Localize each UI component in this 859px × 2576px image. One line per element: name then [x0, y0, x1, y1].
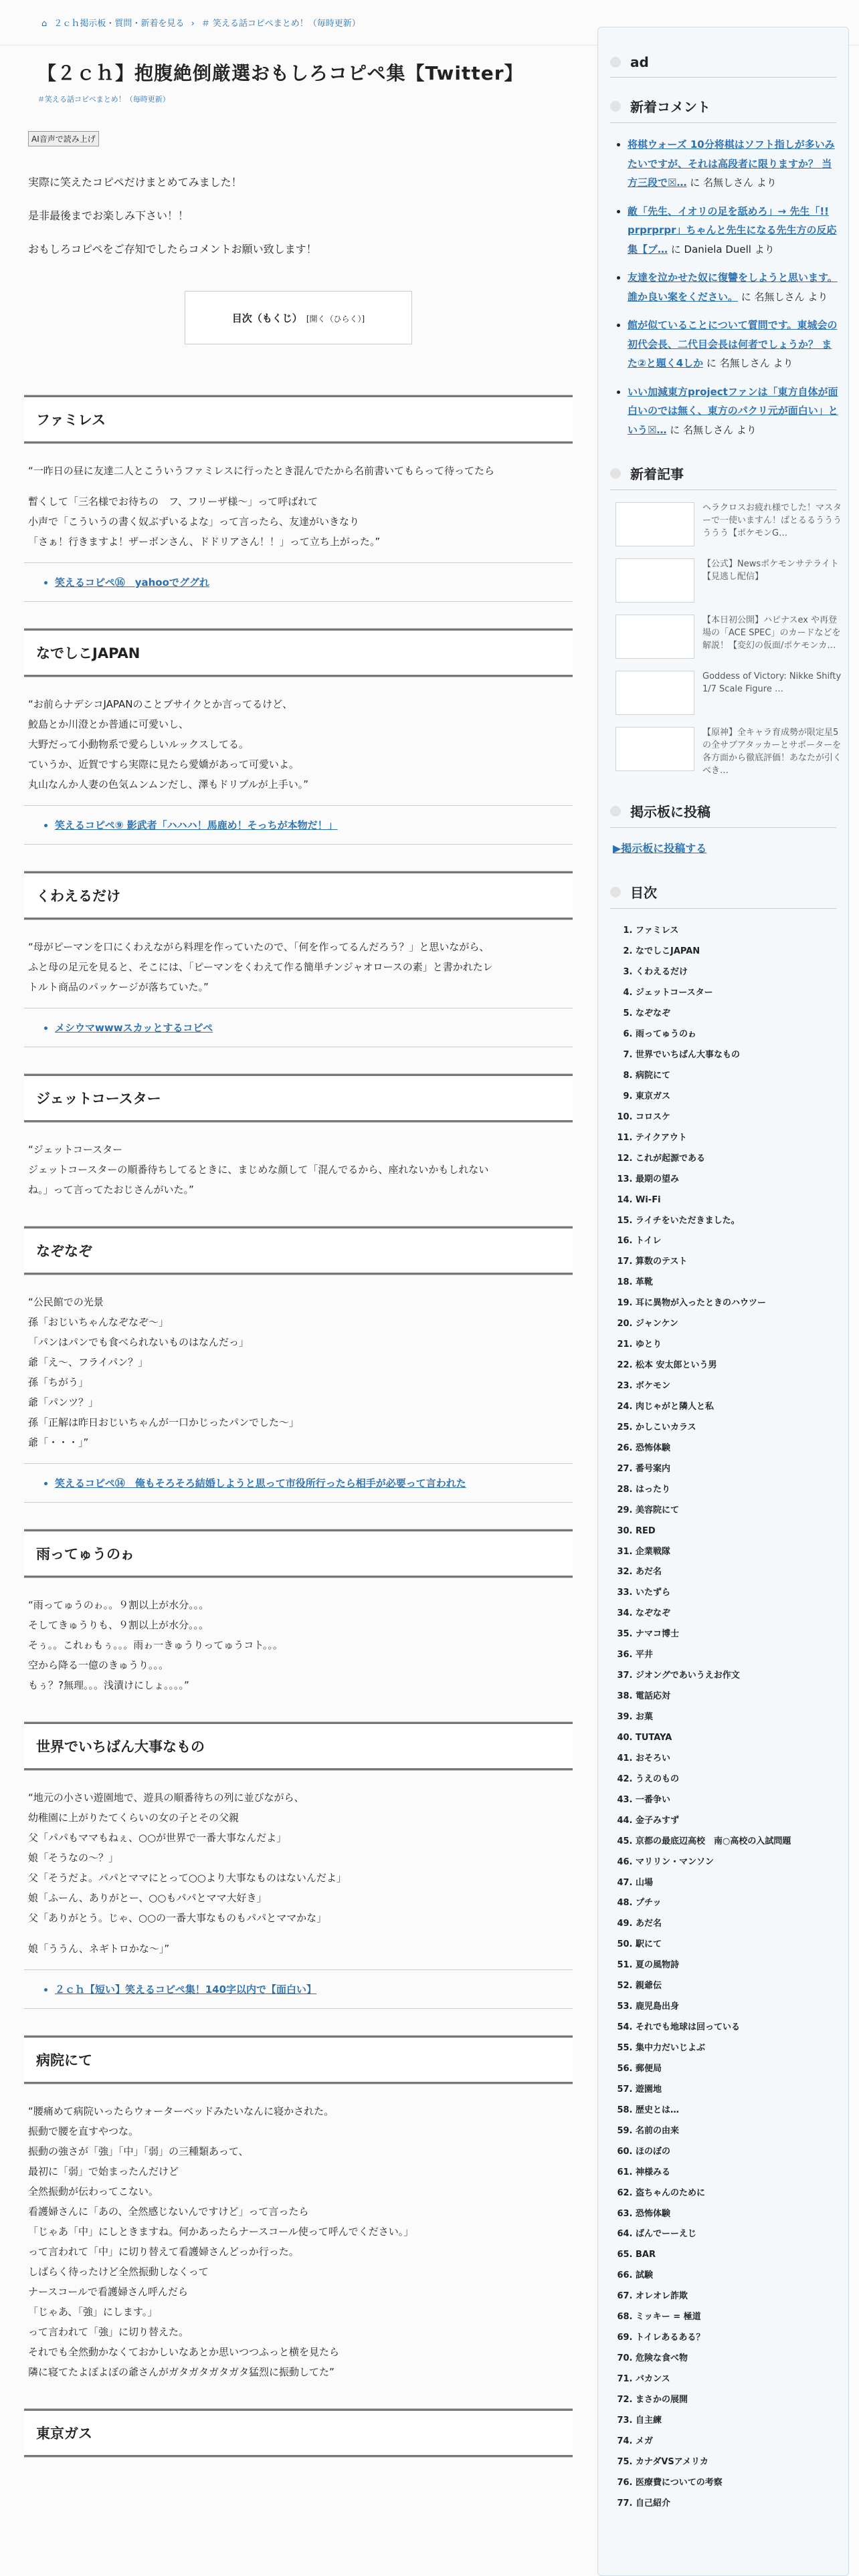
section-heading: 東京ガス: [24, 2409, 573, 2457]
toc-item[interactable]: 25. かしこいカラス: [636, 1418, 840, 1438]
article-section: [24, 2036, 573, 2382]
comment-item: [628, 202, 840, 259]
body-line: “母がピーマンを口にくわえながら料理を作っていたので、「何を作ってるんだろう？」と思いながら、: [28, 941, 490, 953]
toc-item[interactable]: 42. うえのもの: [636, 1769, 840, 1790]
board-post-button[interactable]: ▶掲示板に投稿する: [613, 842, 707, 855]
comment-article-link[interactable]: 友達を泣かせた奴に復讐をしようと思います。誰か良い案をください。: [628, 272, 838, 303]
section-heading: ジェットコースター: [24, 1074, 573, 1122]
comment-article-link[interactable]: 館が似ていることについて質問です。東城会の初代会長、二代目会長は何者でしょうか？ また②と題く4しか: [628, 319, 838, 369]
toc-item[interactable]: 38. 電話応対: [636, 1687, 840, 1707]
breadcrumb-separator: ›: [191, 19, 195, 29]
post-title[interactable]: 【公式】Newsポケモンサテライト【見逃し配信】: [702, 559, 839, 582]
heading-bullet-icon: [610, 468, 621, 479]
toc-item[interactable]: 4. ジェットコースター: [636, 983, 840, 1004]
toc-item[interactable]: 10. コロスケ: [636, 1107, 840, 1128]
related-link-text[interactable]: メシウマwwwスカッとするコピペ: [55, 1022, 213, 1034]
post-title[interactable]: 【本日初公開】ハピナスex や再登場の「ACE SPEC」のカードなどを解説！【変幻の仮面/ポケモンカ…: [702, 615, 841, 651]
body-line: そぅ。。これゎもぅ。。。雨ゎ一きゅうりってゅうコト。。。: [28, 1639, 283, 1651]
toc-item[interactable]: 61. 神様みる: [636, 2163, 840, 2183]
article-section: [24, 629, 573, 845]
related-link[interactable]: [55, 575, 573, 589]
body-line: 空から降る一億のきゅうり。。。: [28, 1659, 169, 1671]
toc-item[interactable]: 72. まさかの展開: [636, 2390, 840, 2411]
toc-item[interactable]: 69. トイレあるある？: [636, 2328, 840, 2349]
toc-item[interactable]: 59. 名前の由来: [636, 2121, 840, 2142]
related-link[interactable]: [55, 1476, 573, 1490]
body-line: “一昨日の昼に友達二人とこういうファミレスに行ったとき混んでたから名前書いてもらって待ってたら: [28, 465, 495, 477]
toc-item[interactable]: 13. 最期の望み: [636, 1170, 840, 1190]
intro-paragraph: 是非最後までお楽しみ下さい！！: [28, 209, 189, 222]
recent-post-item[interactable]: [615, 558, 842, 603]
body-line: 孫「おじいちゃんなぞなぞ〜」: [28, 1316, 169, 1328]
toc-item[interactable]: 41. おそろい: [636, 1749, 840, 1769]
toc-item[interactable]: 7. 世界でいちばん大事なもの: [636, 1045, 840, 1066]
section-body: [28, 1788, 573, 1959]
toc-item[interactable]: 16. トイレ: [636, 1231, 840, 1252]
toc-item[interactable]: 36. 平井: [636, 1645, 840, 1666]
toc-item[interactable]: 70. 危険な食べ物: [636, 2349, 840, 2369]
body-line: 看護婦さんに「あの、全然感じないんですけど」って言ったら: [28, 2206, 309, 2218]
toc-item[interactable]: 3. くわえるだけ: [636, 962, 840, 983]
article-section: [24, 1722, 573, 2009]
body-line: 小声で「こういうの書く奴ぶずいるよな」って言ったら、友達がいきなり: [28, 516, 360, 528]
body-line: ナースコールで看護婦さん呼んだら: [28, 2286, 188, 2298]
toc-item[interactable]: 71. バカンス: [636, 2369, 840, 2390]
heading-bullet-icon: [610, 57, 621, 68]
post-thumbnail[interactable]: [615, 615, 694, 659]
body-line: 孫「ちがう」: [28, 1376, 89, 1388]
body-line: 振動の強さが「強」「中」「弱」の三種類あって、: [28, 2145, 249, 2157]
toc-item[interactable]: 51. 夏の風物詩: [636, 1955, 840, 1976]
post-title[interactable]: ヘラクロスお疲れ様でした！マスターで一使いますん！ばとるるうううううう【ポケモンG…: [702, 503, 842, 538]
article-section: [24, 1074, 573, 1200]
toc-item[interactable]: 15. ライチをいただきました。: [636, 1211, 840, 1232]
body-line: “地元の小さい遊園地で、遊具の順番待ちの列に並びながら、: [28, 1792, 304, 1804]
toc-item[interactable]: 20. ジャンケン: [636, 1314, 840, 1335]
body-line: 「じゃあ「中」にしときますね。何かあったらナースコール使って呼んでください。」: [28, 2226, 414, 2238]
related-link-text[interactable]: ２ｃｈ【短い】笑えるコピペ集！140字以内で【面白い】: [55, 1983, 317, 1996]
body-line: 鮫島とか川澄とか普通に可愛いし、: [28, 718, 189, 730]
body-line: って言われて「中」に切り替えて看護婦さんどっか行った。: [28, 2246, 299, 2258]
toc-item[interactable]: 76. 医療費についての考察: [636, 2473, 840, 2494]
section-heading: 世界でいちばん大事なもの: [24, 1722, 573, 1770]
section-heading: ファミレス: [24, 395, 573, 443]
body-line: 暫くして「三名様でお待ちの フ、フリーザ様〜」って呼ばれて: [28, 496, 318, 508]
body-line: “公民館での光景: [28, 1296, 104, 1308]
table-of-contents-box[interactable]: [185, 291, 412, 344]
comment-author: に 名無しさん より: [703, 357, 793, 369]
toc-item[interactable]: 17. 算数のテスト: [636, 1252, 840, 1273]
article-section: [24, 2409, 573, 2457]
toc-item[interactable]: 75. カナダVSアメリカ: [636, 2452, 840, 2473]
toc-item[interactable]: 8. 病院にて: [636, 1066, 840, 1087]
breadcrumb-link-category[interactable]: ＃ 笑える話コピペまとめ！（毎時更新）: [201, 19, 361, 29]
section-body: [28, 461, 573, 552]
related-link-box: [24, 1969, 573, 2009]
toc-item[interactable]: 53. 鹿児島出身: [636, 1997, 840, 2018]
recent-post-item[interactable]: [615, 671, 842, 715]
toc-item[interactable]: 77. 自己紹介: [636, 2494, 840, 2514]
breadcrumb-link-board[interactable]: ２ｃｈ掲示板・質問・新着を見る: [54, 19, 185, 29]
section-body: [28, 694, 573, 794]
related-link[interactable]: [55, 1021, 573, 1035]
recent-post-item[interactable]: [615, 727, 842, 777]
article-section: [24, 871, 573, 1047]
toc-item[interactable]: 40. TUTAYA: [636, 1728, 840, 1749]
comment-article-link[interactable]: 将棋ウォーズ 10分将棋はソフト指しが多いみたいですが、それは高段者に限りますか？ 当方三段で☒…: [628, 138, 835, 189]
toc-item[interactable]: 2. なでしこJAPAN: [636, 942, 840, 962]
comment-article-link[interactable]: 敵「先生、イオリの足を舐めろ」→ 先生「!! prprprpr」ちゃんと先生になる先生方の反応集【ブ…: [628, 205, 837, 255]
body-line: 「さぁ！行きますよ！ザーボンさん、ドドリアさん！！」って立ち上がった。”: [28, 536, 381, 548]
article-section: [24, 395, 573, 602]
related-link-box: [24, 562, 573, 602]
ai-read-aloud-button[interactable]: AI音声で読み上げ: [28, 131, 99, 146]
body-line: 爺「え〜、フライパン？」: [28, 1356, 149, 1368]
section-heading: なぞなぞ: [24, 1226, 573, 1275]
category-tag[interactable]: ＃笑える話コピペまとめ！（毎時更新）: [37, 95, 170, 104]
toc-item[interactable]: 31. 企業戦隊: [636, 1542, 840, 1563]
body-line: 「じゃあ、「強」にします。」: [28, 2306, 158, 2318]
board-post-heading-text: 掲示板に投稿: [630, 804, 710, 821]
toc-item[interactable]: 37. ジオングであいうえお作文: [636, 1666, 840, 1687]
body-line: 娘「そうなの〜？」: [28, 1852, 119, 1864]
toc-item[interactable]: 35. ナマコ博士: [636, 1624, 840, 1645]
comment-author: に Daniela Duell より: [668, 243, 775, 255]
toc-item[interactable]: 47. 山場: [636, 1873, 840, 1894]
body-line: トルト商品のパッケージが落ちていた。”: [28, 981, 209, 993]
section-body: [28, 1140, 573, 1200]
section-body: [28, 937, 573, 997]
ad-heading-text: ad: [630, 54, 649, 70]
toc-label: 目次（もくじ）: [231, 312, 302, 324]
sidebar: [597, 27, 849, 2576]
section-body: [28, 2101, 573, 2382]
toc-item[interactable]: 11. テイクアウト: [636, 1128, 840, 1149]
breadcrumb: [41, 16, 365, 29]
toc-item[interactable]: 26. 恐怖体験: [636, 1438, 840, 1459]
related-link[interactable]: [55, 818, 573, 832]
toc-item[interactable]: 28. はったり: [636, 1480, 840, 1501]
comment-author: に 名無しさん より: [738, 290, 828, 303]
article-section: [24, 1226, 573, 1503]
comment-item: [628, 268, 840, 306]
intro-paragraph: 実際に笑えたコピペだけまとめてみました！: [28, 176, 242, 189]
body-line: 丸山なんか人妻の色気ムンムンだし、澤もドリブルが上手い。”: [28, 778, 309, 790]
toc-item[interactable]: 30. RED: [636, 1521, 840, 1542]
article-section: [24, 1529, 573, 1695]
body-line: もぅ？?無理。。。浅漬けにしょ。。。。”: [28, 1679, 189, 1691]
main-content: [24, 45, 573, 2576]
toc-item[interactable]: 34. なぞなぞ: [636, 1604, 840, 1624]
comment-item: [628, 383, 840, 440]
comment-author: に 名無しさん より: [666, 423, 757, 436]
toc-item[interactable]: 65. BAR: [636, 2245, 840, 2266]
body-line: って言われて「強」に切り替えた。: [28, 2326, 189, 2338]
body-line: ジェットコースターの順番待ちしてるときに、まじめな顔して「混んでるから、座れないかもしれない: [28, 1164, 489, 1176]
section-body: [28, 1292, 573, 1453]
toc-item[interactable]: 1. ファミレス: [636, 921, 840, 942]
body-line: そしてきゅうりも、９割以上が水分。。。: [28, 1619, 209, 1631]
body-line: 父「パパもママもねぇ、○○が世界で一番大事なんだよ」: [28, 1832, 287, 1844]
body-line: 爺「・・・」”: [28, 1436, 89, 1448]
comment-item: [628, 316, 840, 373]
page-title: 【２ｃｈ】抱腹絶倒厳選おもしろコピペ集【Twitter】: [37, 62, 524, 84]
body-line: 父「ありがとう。じゃ、○○の一番大事なものもパパとママかな」: [28, 1912, 327, 1924]
toc-item[interactable]: 12. これが起源である: [636, 1149, 840, 1170]
body-line: 「パンはパンでも食べられないものはなんだっ」: [28, 1336, 250, 1348]
body-line: “お前らナデシコJAPANのことブサイクとか言ってるけど、: [28, 698, 293, 710]
toc-item[interactable]: 29. 美容院にて: [636, 1501, 840, 1521]
toc-item[interactable]: 64. ばんでーーえじ: [636, 2224, 840, 2245]
toc-item[interactable]: 9. 東京ガス: [636, 1087, 840, 1107]
section-heading: なでしこJAPAN: [24, 629, 573, 677]
toc-item[interactable]: 57. 遊園地: [636, 2080, 840, 2101]
body-line: 隣に寝てたよぼよぼの爺さんがガタガタガタガタ猛烈に振動してた”: [28, 2366, 335, 2378]
body-line: 父「そうだよ。パパとママにとって○○より大事なものはないんだよ」: [28, 1872, 347, 1884]
body-line: ね。」って言ってたおじさんがいた。”: [28, 1184, 194, 1196]
recent-post-item[interactable]: [615, 615, 842, 659]
related-link[interactable]: [55, 1982, 573, 1996]
toc-item[interactable]: 67. オレオレ詐欺: [636, 2286, 840, 2307]
related-link-text[interactable]: 笑えるコピペ⑨ 影武者「ハハハ！馬鹿め！そっちが本物だ！」: [55, 819, 338, 831]
post-thumbnail[interactable]: [615, 502, 694, 546]
body-line: “ジェットコースター: [28, 1144, 123, 1156]
recent-comments-heading: [610, 96, 836, 123]
sidebar-toc-heading-text: 目次: [630, 885, 657, 901]
body-line: “雨ってゅうのゎ。。９割以上が水分。。。: [28, 1599, 209, 1611]
toc-item[interactable]: 63. 恐怖体験: [636, 2204, 840, 2225]
toc-item[interactable]: 58. 歴史とは…: [636, 2101, 840, 2121]
toc-item[interactable]: 73. 自主練: [636, 2411, 840, 2432]
toc-item[interactable]: 68. ミッキー = 極道: [636, 2307, 840, 2328]
toc-item[interactable]: 32. あだ名: [636, 1562, 840, 1583]
body-line: 孫「正解は昨日おじいちゃんが一口かじったパンでした〜」: [28, 1416, 300, 1428]
related-link-text[interactable]: 笑えるコピペ⑭ 俺もそろそろ結婚しようと思って市役所行ったら相手が必要って言われた: [55, 1477, 466, 1489]
toc-item[interactable]: 55. 集中力だいじよぶ: [636, 2038, 840, 2059]
body-line: 娘「ふーん、ありがとー、○○もパパとママ大好き」: [28, 1892, 267, 1904]
section-heading: 雨ってゅうのゎ: [24, 1529, 573, 1578]
toc-item[interactable]: 45. 京都の最底辺高校 南○高校の入試問題: [636, 1832, 840, 1852]
toc-item[interactable]: 43. 一番争い: [636, 1790, 840, 1811]
board-post-heading: [610, 801, 836, 828]
sidebar-toc-list: [636, 921, 840, 2514]
body-line: 爺「パンツ？」: [28, 1396, 99, 1408]
body-line: それでも全然動かなくておかしいなあとか思いつつふっと横を見たら: [28, 2346, 340, 2358]
heading-bullet-icon: [610, 806, 621, 817]
blank-line: [28, 481, 573, 492]
toc-item[interactable]: 22. 松本 安太郎という男: [636, 1356, 840, 1376]
toc-toggle-link[interactable]: [開く（ひらく）]: [306, 314, 365, 324]
toc-item[interactable]: 23. ボケモン: [636, 1376, 840, 1397]
body-line: 娘「ううん、ネギトロかな〜」”: [28, 1943, 170, 1955]
toc-item[interactable]: 66. 試験: [636, 2266, 840, 2286]
toc-item[interactable]: 21. ゆとり: [636, 1335, 840, 1356]
related-link-box: [24, 805, 573, 845]
toc-item[interactable]: 74. メガ: [636, 2432, 840, 2452]
section-heading: くわえるだけ: [24, 871, 573, 920]
intro-paragraph: おもしろコピペをご存知でしたらコメントお願い致します！: [28, 243, 317, 255]
heading-bullet-icon: [610, 887, 621, 897]
body-line: 大野だって小動物系で愛らしいルックスしてる。: [28, 738, 249, 750]
comment-author: に 名無しさん より: [686, 177, 777, 189]
ad-heading: [610, 54, 836, 78]
post-title[interactable]: 【原神】全キャラ育成勢が限定星5の全サブアタッカーとサポーターを各方面から徹底評価！あなたが引くべき…: [702, 728, 842, 776]
toc-item[interactable]: 44. 金子みすず: [636, 1811, 840, 1832]
body-line: 最初に「弱」で始まったんだけど: [28, 2165, 179, 2177]
toc-item[interactable]: 56. 郵便局: [636, 2059, 840, 2080]
body-line: ふと母の足元を見ると、そこには、「ピーマンをくわえて作る簡単チンジャオロースの素」と書かれたレ: [28, 961, 493, 973]
toc-item[interactable]: 18. 革靴: [636, 1273, 840, 1293]
post-thumbnail[interactable]: [615, 558, 694, 603]
toc-item[interactable]: 39. お菓: [636, 1707, 840, 1728]
post-title[interactable]: Goddess of Victory: Nikke Shifty 1/7 Scale Figure …: [702, 671, 842, 694]
section-body: [28, 1595, 573, 1695]
body-line: ていうか、近賀ですら実際に見たら愛嬌があって可愛いよ。: [28, 758, 299, 770]
recent-posts-heading: [610, 463, 836, 490]
toc-item[interactable]: 49. あだ名: [636, 1914, 840, 1935]
toc-item[interactable]: 46. マリリン・マンソン: [636, 1852, 840, 1873]
body-line: しばらく待ったけど全然振動しなくって: [28, 2266, 209, 2278]
toc-item[interactable]: 50. 駅にて: [636, 1935, 840, 1955]
toc-item[interactable]: 5. なぞなぞ: [636, 1004, 840, 1025]
toc-item[interactable]: 62. 盗ちゃんのために: [636, 2183, 840, 2204]
section-heading: 病院にて: [24, 2036, 573, 2084]
related-link-box: [24, 1008, 573, 1047]
body-line: 全然振動が伝わってこない。: [28, 2185, 159, 2197]
toc-item[interactable]: 14. Wi-Fi: [636, 1190, 840, 1211]
toc-item[interactable]: 48. プチッ: [636, 1893, 840, 1914]
blank-line: [28, 1928, 573, 1939]
post-thumbnail[interactable]: [615, 671, 694, 715]
recent-post-item[interactable]: [615, 502, 842, 546]
related-link-box: [24, 1463, 573, 1503]
sidebar-toc-heading: [610, 882, 836, 909]
body-line: “腰痛めて病院いったらウォーターベッドみたいなんに寝かされた。: [28, 2105, 335, 2117]
body-line: 振動で腰を直すやつな。: [28, 2125, 139, 2137]
post-thumbnail[interactable]: [615, 727, 694, 771]
body-line: 幼稚園に上がりたてくらいの女の子とその父親: [28, 1812, 240, 1824]
comment-item: [628, 135, 840, 193]
related-link-text[interactable]: 笑えるコピペ⑯ yahooでググれ: [55, 576, 209, 588]
toc-item[interactable]: 6. 雨ってゅうのゎ: [636, 1025, 840, 1045]
toc-item[interactable]: 33. いたずら: [636, 1583, 840, 1604]
toc-item[interactable]: 54. それでも地球は回っている: [636, 2018, 840, 2038]
toc-item[interactable]: 24. 肉じゃがと隣人と私: [636, 1397, 840, 1418]
toc-item[interactable]: 52. 親爺伝: [636, 1976, 840, 1997]
home-icon[interactable]: ⌂: [41, 19, 47, 29]
toc-item[interactable]: 27. 番号案内: [636, 1459, 840, 1480]
recent-comments-list: [628, 135, 840, 439]
comment-article-link[interactable]: いい加減東方projectファンは「東方自体が面白いのでは無く、東方のパクリ元が面白い」という☒…: [628, 385, 838, 436]
toc-item[interactable]: 60. ほのぼの: [636, 2142, 840, 2163]
heading-bullet-icon: [610, 101, 621, 112]
recent-comments-heading-text: 新着コメント: [630, 99, 710, 115]
recent-posts-heading-text: 新着記事: [630, 466, 684, 482]
toc-item[interactable]: 19. 耳に異物が入ったときのハウツー: [636, 1293, 840, 1314]
